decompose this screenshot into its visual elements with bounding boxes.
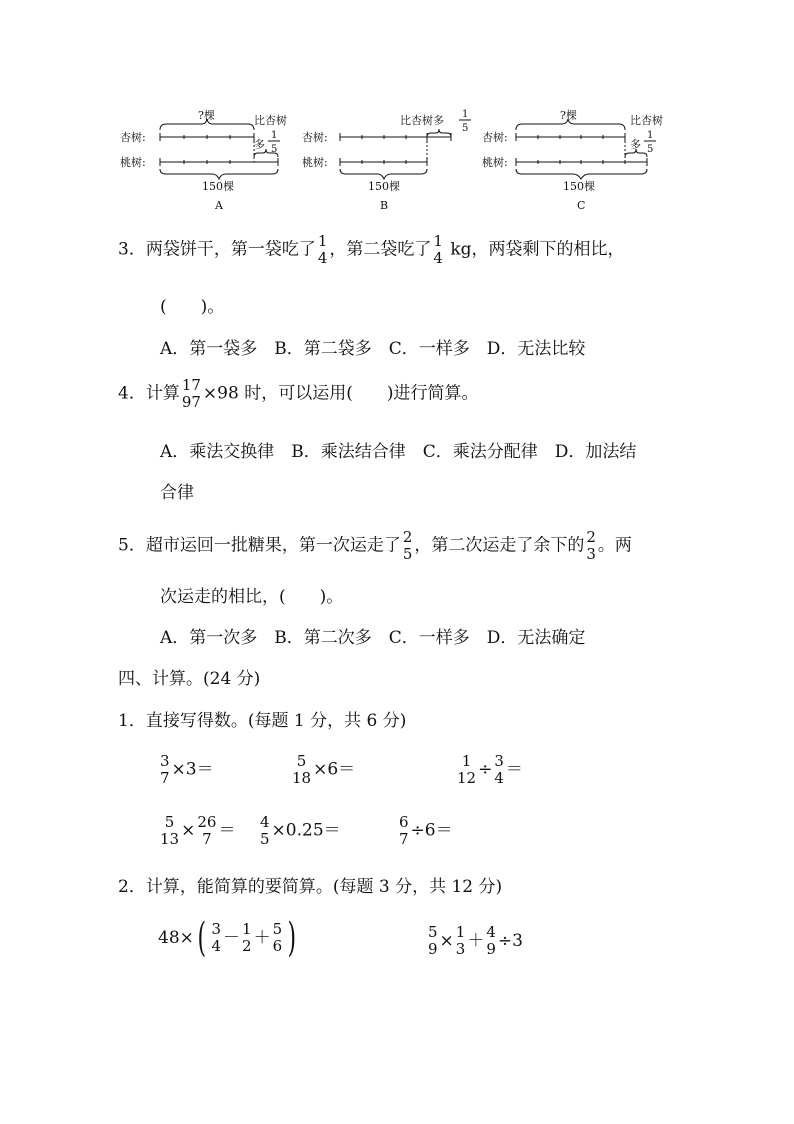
- q4-text1: 计算: [145, 383, 180, 404]
- expr-6: 6 7 ÷6＝: [399, 813, 453, 848]
- diagram-b-row1-label: 杏树: [302, 131, 324, 144]
- diagram-c-side-duo: 多: [630, 138, 641, 151]
- expr-4: 5 13 × 26 7 ＝: [160, 813, 236, 848]
- diagram-a-bottom-label: 150棵: [202, 180, 234, 193]
- expr-1-fraction: 3 7: [160, 752, 170, 787]
- q3-text1: 两袋饼干，第一袋吃了: [145, 239, 316, 260]
- expr-8: 5 9 × 1 3 ＋ 4 9 ÷3: [428, 923, 523, 958]
- expr-6-fraction: 6 7: [399, 813, 409, 848]
- q4-options-line1: A．乘法交换律 B．乘法结合律 C．乘法分配律 D．加法结: [160, 442, 637, 462]
- q3-line1: [118, 234, 625, 266]
- diagram-a: [118, 108, 298, 213]
- diagram-b-side-den: 5: [462, 123, 469, 134]
- diagram-a-side-den: 5: [271, 144, 278, 155]
- q5-fraction-1: 2 5: [402, 528, 413, 563]
- diagram-b-top-label: 比杏树多: [400, 114, 444, 127]
- expr-7-close-paren: ): [287, 915, 297, 961]
- diagram-a-caption: A: [215, 199, 223, 212]
- expr-8-fraction-c: 4 9: [486, 923, 496, 958]
- q4-number: 4．: [118, 383, 146, 404]
- diagram-a-side-num: 1: [271, 130, 278, 141]
- diagram-c-caption: C: [577, 199, 586, 212]
- diagram-c-row2-label: 桃树: [482, 156, 504, 169]
- svg-text::: :: [324, 156, 328, 169]
- expr-5-fraction: 4 5: [260, 813, 270, 848]
- diagram-a-svg: [118, 108, 298, 213]
- svg-text::: :: [142, 131, 146, 144]
- q5-text1: 超市运回一批糖果，第一次运走了: [145, 535, 401, 556]
- svg-text::: :: [504, 131, 508, 144]
- diagram-b-bottom-label: 150棵: [368, 180, 400, 193]
- diagram-c-svg: [480, 108, 680, 213]
- q3-fraction-2: 1 4: [433, 232, 443, 267]
- q3-options: A．第一袋多 B．第二袋多 C．一样多 D．无法比较: [160, 339, 586, 359]
- expr-1: 3 7 ×3＝: [160, 752, 214, 787]
- q3-fraction-1: 1 4: [317, 232, 328, 267]
- q5-number: 5．: [118, 535, 146, 556]
- q5-text3: 。两: [597, 535, 632, 556]
- q3-blank: ( )。: [160, 297, 225, 317]
- svg-text::: :: [142, 156, 146, 169]
- diagram-a-row1-label: 杏树: [120, 131, 142, 144]
- section4-part2-heading: 2．计算，能简算的要简算。(每题 3 分，共 12 分): [118, 877, 503, 897]
- diagram-b-row2-label: 桃树: [302, 156, 324, 169]
- diagram-c-side-den: 5: [647, 144, 654, 155]
- q3-text3: kg，两袋剩下的相比，: [444, 239, 625, 260]
- q5-fraction-2: 2 3: [586, 528, 596, 563]
- q5-line2: 次运走的相比，( )。: [160, 587, 344, 607]
- expr-7-fraction-a: 3 4: [211, 920, 222, 955]
- diagram-b-side-num: 1: [462, 109, 469, 120]
- diagram-a-side-duo: 多: [254, 138, 265, 151]
- expr-4-fraction-a: 5 13: [160, 813, 180, 848]
- q5-options: A．第一次多 B．第二次多 C．一样多 D．无法确定: [160, 628, 586, 648]
- expr-7-fraction-c: 5 6: [272, 920, 283, 955]
- diagram-c-side-num: 1: [647, 130, 654, 141]
- expr-4-fraction-b: 26 7: [197, 813, 217, 848]
- q4-fraction: 17 97: [181, 376, 201, 411]
- expr-7-fraction-b: 1 2: [242, 920, 252, 955]
- expr-8-fraction-a: 5 9: [428, 923, 438, 958]
- expr-5: 4 5 ×0.25＝: [260, 813, 341, 848]
- diagram-c: [480, 108, 680, 213]
- svg-text::: :: [504, 156, 508, 169]
- expr-3-fraction-a: 1 12: [457, 752, 477, 787]
- diagram-b-caption: B: [380, 199, 389, 212]
- diagram-a-side-text: 比杏树: [254, 114, 287, 127]
- expr-2: 5 18 ×6＝: [292, 752, 356, 787]
- diagram-b: [300, 108, 480, 213]
- diagram-c-top-label: ?棵: [560, 109, 577, 122]
- q3-number: 3．: [118, 239, 146, 260]
- expr-7-open-paren: (: [197, 915, 206, 961]
- diagram-a-top-label: ?棵: [198, 109, 215, 122]
- q4-text2: ×98 时，可以运用( )进行简算。: [202, 383, 479, 404]
- svg-text::: :: [324, 131, 328, 144]
- q3-text2: ，第二袋吃了: [329, 239, 432, 260]
- q4-options-line2: 合律: [160, 483, 194, 503]
- diagram-a-row2-label: 桃树: [120, 156, 142, 169]
- section4-part1-heading: 1．直接写得数。(每题 1 分，共 6 分): [118, 711, 407, 731]
- section4-title: 四、计算。(24 分): [118, 669, 261, 689]
- expr-8-fraction-b: 1 3: [455, 923, 466, 958]
- expr-3: 1 12 ÷ 3 4 ＝: [457, 752, 523, 787]
- q5-text2: ，第二次运走了余下的: [414, 535, 585, 556]
- diagram-c-bottom-label: 150棵: [563, 180, 595, 193]
- expr-7: 48×( 3 4 － 1 2 ＋ 5 6 ): [158, 915, 297, 961]
- diagram-c-side-text: 比杏树: [630, 114, 663, 127]
- expr-2-fraction: 5 18: [292, 752, 312, 787]
- q4-line1: [118, 378, 478, 410]
- diagram-b-svg: [300, 108, 480, 213]
- diagram-c-row1-label: 杏树: [482, 131, 504, 144]
- expr-3-fraction-b: 3 4: [494, 752, 504, 787]
- q5-line1: [118, 530, 632, 562]
